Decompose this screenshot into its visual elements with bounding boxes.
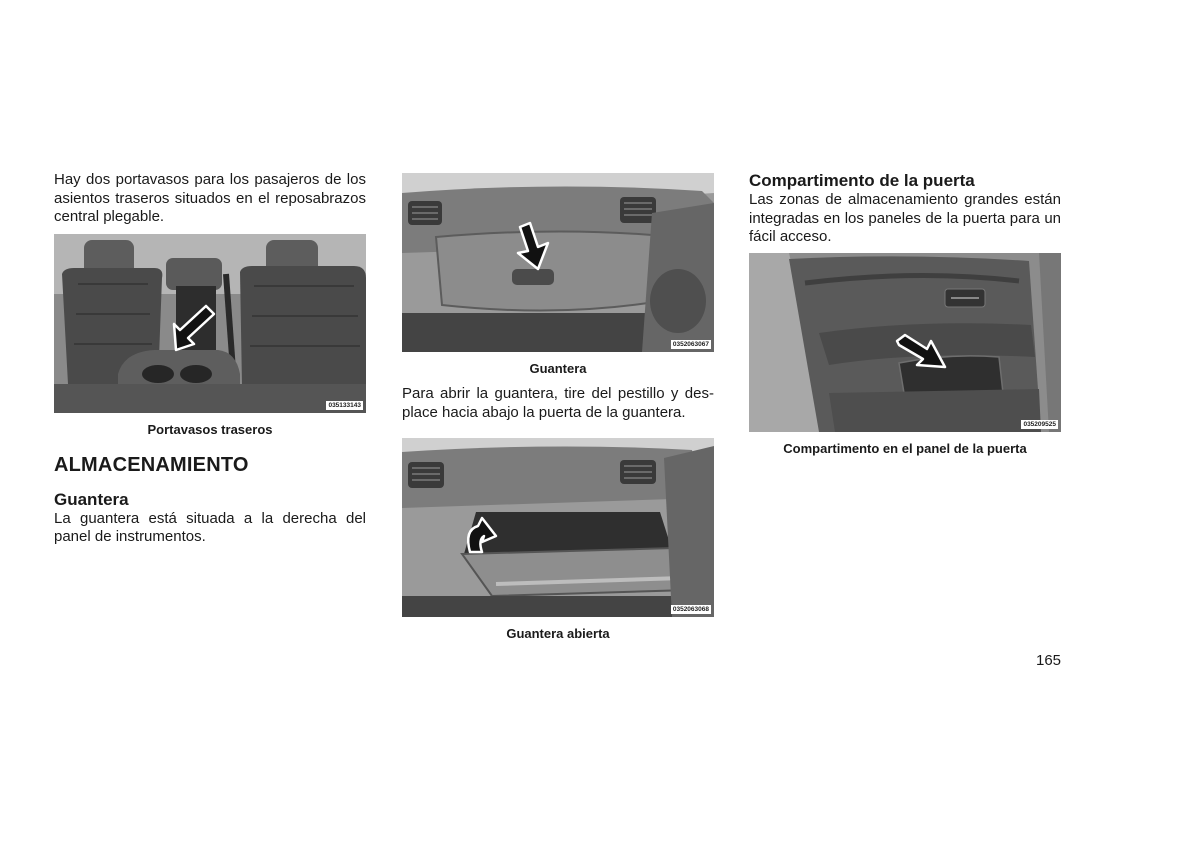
figure-code: 0352063067: [672, 341, 709, 348]
glovebox-open-figure: [402, 438, 714, 617]
figure-code: 035133143: [328, 401, 361, 409]
figure-code: 035209525: [1023, 420, 1056, 428]
figure-caption: Guantera abierta: [506, 626, 610, 641]
glovebox-subheading: Guantera: [54, 489, 129, 509]
figure-caption: Guantera: [529, 361, 587, 376]
figure-caption: Portavasos traseros: [147, 421, 273, 437]
section-title: ALMACENAMIENTO: [54, 453, 249, 476]
door-compartment-subheading: Compartimento de la puerta: [749, 171, 975, 190]
door-compartment-figure: [749, 253, 1061, 432]
page-number: 165: [1036, 652, 1062, 669]
figure-caption: Compartimento en el panel de la puerta: [783, 440, 1027, 456]
glovebox-closed-illustration: [402, 173, 714, 352]
glovebox-paragraph: La guantera está situada a la derecha del panel de instrumentos.: [54, 509, 366, 545]
middle-column: [402, 173, 714, 641]
rear-cupholder-figure: [54, 234, 366, 413]
cupholder-intro: Hay dos portavasos para los pasajeros de los asientos traseros situados en el reposabrazos central plegable.: [54, 171, 366, 225]
door-panel-illustration: [749, 253, 1061, 432]
rear-seat-illustration: [54, 234, 366, 413]
glovebox-open-illustration: [402, 438, 714, 617]
figure-code: 0352063068: [672, 606, 709, 613]
left-column: [54, 171, 366, 547]
glovebox-figure: [402, 173, 714, 352]
right-column: [749, 171, 1061, 456]
door-compartment-paragraph: Las zonas de almacenamiento grandes están integradas en los paneles de la puerta para un fácil acceso.: [749, 191, 1061, 245]
glovebox-instructions: Para abrir la guantera, tire del pestillo y des-place hacia abajo la puerta de la guantera.: [402, 385, 714, 421]
